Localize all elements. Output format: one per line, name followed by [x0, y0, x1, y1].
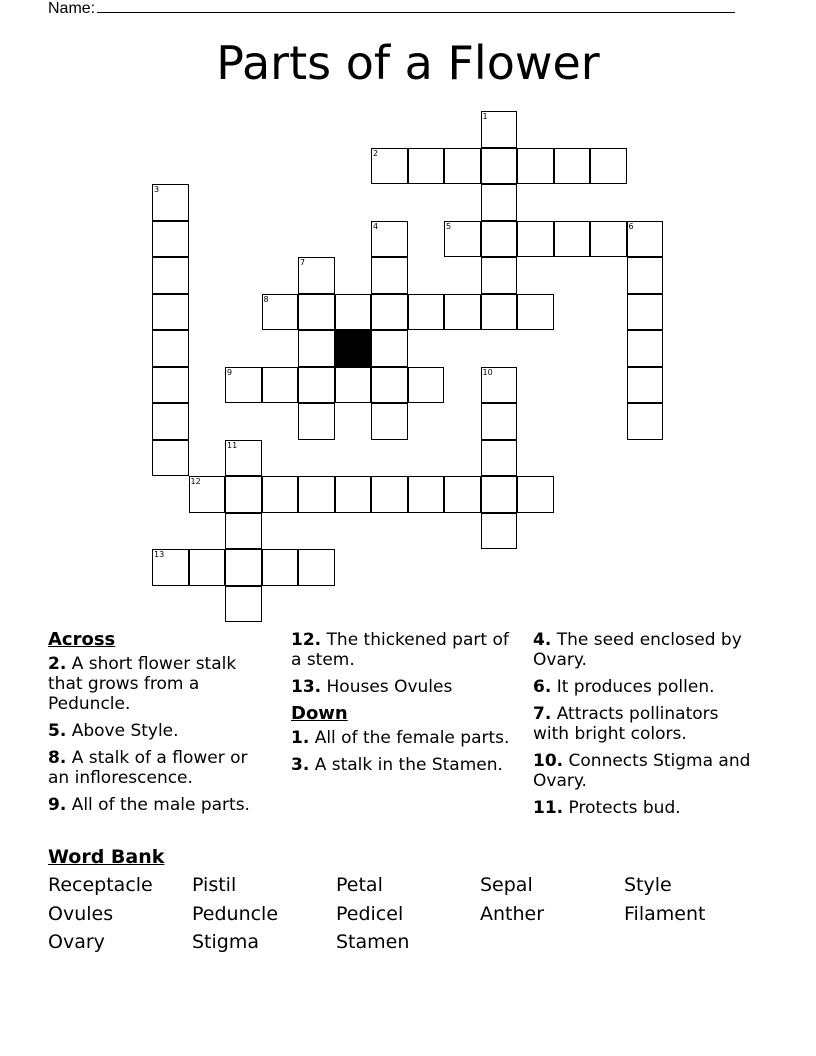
clue-number: 1	[482, 112, 488, 121]
crossword-cell[interactable]	[152, 440, 189, 477]
crossword-cell[interactable]	[225, 549, 262, 586]
crossword-cell[interactable]	[225, 586, 262, 623]
clue-number: 6	[628, 221, 634, 231]
clue-item	[533, 798, 758, 818]
crossword-cell[interactable]	[152, 221, 189, 258]
word-bank-item: Peduncle	[192, 902, 279, 925]
crossword-cell[interactable]	[627, 403, 664, 440]
clue-number: 9.	[48, 795, 67, 815]
word-bank-item: Pistil	[192, 874, 237, 896]
crossword-cell[interactable]	[481, 513, 518, 550]
crossword-cell[interactable]	[371, 257, 408, 294]
crossword-cell[interactable]	[444, 294, 481, 331]
crossword-cell[interactable]	[517, 476, 554, 513]
clue-number: 4.	[533, 630, 552, 650]
crossword-cell[interactable]	[481, 440, 518, 477]
clue-text: Connects Stigma and Ovary.	[533, 751, 751, 791]
crossword-cell[interactable]	[152, 294, 189, 331]
clue-number: 1.	[291, 728, 310, 748]
crossword-cell[interactable]	[152, 257, 189, 294]
crossword-cell[interactable]	[371, 330, 408, 367]
crossword-cell[interactable]	[627, 294, 664, 331]
clue-text: The thickened part of a stem.	[291, 630, 509, 670]
clue-number: 10.	[533, 751, 564, 771]
crossword-cell[interactable]	[627, 367, 664, 404]
crossword-cell[interactable]	[481, 294, 518, 331]
crossword-cell[interactable]	[371, 403, 408, 440]
word-bank-item: Receptacle	[48, 874, 153, 896]
crossword-cell[interactable]	[225, 476, 262, 513]
word-bank-item: Sepal	[480, 874, 533, 896]
crossword-cell[interactable]	[554, 148, 591, 185]
crossword-cell[interactable]	[371, 367, 408, 404]
crossword-cell[interactable]	[371, 294, 408, 331]
clue-text: A stalk in the Stamen.	[309, 755, 503, 775]
crossword-cell[interactable]	[408, 294, 445, 331]
name-label: Name:	[48, 0, 96, 17]
clue-number: 8.	[48, 748, 67, 768]
clue-text: Attracts pollinators with bright colors.	[533, 704, 719, 744]
crossword-cell[interactable]	[371, 476, 408, 513]
clue-number: 10	[482, 367, 493, 377]
crossword-cell[interactable]	[481, 403, 518, 440]
down-heading: Down	[291, 703, 348, 724]
clue-number: 5	[446, 221, 452, 231]
clue-item	[533, 630, 758, 670]
crossword-cell[interactable]	[225, 367, 262, 404]
crossword-cell[interactable]	[262, 476, 299, 513]
clue-number: 3.	[291, 755, 310, 775]
clue-item	[48, 721, 273, 741]
clue-number: 8	[263, 294, 269, 304]
clue-number: 7	[300, 258, 306, 267]
word-bank-item: Petal	[336, 874, 383, 896]
crossword-cell[interactable]	[627, 330, 664, 367]
crossword-cell[interactable]	[298, 367, 335, 404]
crossword-cell[interactable]	[481, 476, 518, 513]
word-bank-item: Stigma	[192, 931, 260, 953]
crossword-cell[interactable]	[298, 257, 335, 294]
word-bank-item: Style	[624, 874, 672, 896]
crossword-cell[interactable]	[481, 367, 518, 404]
crossword-cell[interactable]	[225, 513, 262, 550]
clue-text: Protects bud.	[563, 798, 681, 818]
crossword-cell[interactable]	[262, 294, 299, 331]
clue-text: All of the female parts.	[309, 728, 510, 748]
crossword-cell[interactable]	[408, 148, 445, 185]
clues-column-2	[291, 630, 516, 782]
crossword-cell[interactable]	[298, 403, 335, 440]
crossword-cell[interactable]	[481, 148, 518, 185]
crossword-cell[interactable]	[481, 257, 518, 294]
crossword-cell[interactable]	[444, 148, 481, 185]
crossword-cell[interactable]	[298, 476, 335, 513]
clue-number: 13.	[291, 677, 322, 697]
clue-number: 2	[373, 148, 379, 158]
clue-number: 3	[154, 185, 160, 194]
clue-number: 12	[190, 477, 201, 486]
crossword-cell[interactable]	[298, 330, 335, 367]
word-bank-item: Filament	[624, 902, 706, 925]
word-bank-item: Stamen	[336, 931, 410, 953]
clue-text: It produces pollen.	[551, 677, 715, 697]
clue-number: 11.	[533, 798, 564, 818]
clue-item	[48, 748, 273, 788]
clue-number: 6.	[533, 677, 552, 697]
crossword-cell[interactable]	[481, 111, 518, 148]
word-bank-item: Pedicel	[336, 902, 404, 925]
clue-item	[291, 677, 516, 697]
crossword-cell[interactable]	[152, 330, 189, 367]
crossword-cell[interactable]	[517, 294, 554, 331]
crossword-cell[interactable]	[590, 148, 627, 185]
crossword-cell[interactable]	[225, 440, 262, 477]
page-title: Parts of a Flower	[216, 36, 600, 90]
crossword-cell[interactable]	[298, 294, 335, 331]
crossword-cell[interactable]	[444, 476, 481, 513]
crossword-cell[interactable]	[371, 148, 408, 185]
crossword-cell[interactable]	[517, 148, 554, 185]
crossword-cell[interactable]	[627, 257, 664, 294]
across-heading: Across	[48, 629, 116, 650]
word-bank-title: Word Bank	[48, 846, 165, 868]
clue-item	[533, 677, 758, 697]
crossword-cell[interactable]	[408, 476, 445, 513]
crossword-cell[interactable]	[189, 476, 226, 513]
crossword-cell[interactable]	[408, 367, 445, 404]
word-bank-item: Ovules	[48, 902, 114, 925]
crossword-cell[interactable]	[481, 221, 518, 258]
crossword-cell[interactable]	[335, 294, 372, 331]
clue-number: 2.	[48, 654, 67, 674]
clue-item	[533, 751, 758, 791]
crossword-cell[interactable]	[262, 549, 299, 586]
clue-text: A short flower stalk that grows from a Peduncle.	[48, 654, 237, 714]
crossword-cell[interactable]	[189, 549, 226, 586]
crossword-cell[interactable]	[335, 476, 372, 513]
crossword-cell[interactable]	[590, 221, 627, 258]
clue-item	[533, 704, 758, 744]
clue-number: 12.	[291, 630, 322, 650]
clue-item	[291, 630, 516, 670]
crossword-cell[interactable]	[152, 367, 189, 404]
crossword-cell[interactable]	[627, 221, 664, 258]
clue-item	[291, 755, 516, 775]
crossword-cell[interactable]	[481, 184, 518, 221]
clue-number: 9	[227, 367, 233, 377]
word-bank-item: Ovary	[48, 931, 105, 953]
word-bank-item: Anther	[480, 902, 545, 925]
clues-column-3	[533, 630, 758, 825]
clue-number: 4	[373, 221, 379, 231]
black-square	[335, 330, 372, 367]
crossword-cell[interactable]	[152, 549, 189, 586]
clue-item	[48, 654, 273, 714]
clue-number: 5.	[48, 721, 67, 741]
clue-text: Above Style.	[66, 721, 179, 741]
crossword-cell[interactable]	[371, 221, 408, 258]
clue-item	[291, 728, 516, 748]
clue-number: 11	[227, 440, 238, 450]
crossword-cell[interactable]	[554, 221, 591, 258]
clue-text: Houses Ovules	[321, 677, 453, 697]
clues-column-1	[48, 630, 273, 822]
clue-text: The seed enclosed by Ovary.	[533, 630, 742, 670]
clue-number: 13	[154, 550, 165, 559]
clue-item	[48, 795, 273, 815]
clue-text: A stalk of a flower or an inflorescence.	[48, 748, 248, 788]
crossword-cell[interactable]	[152, 184, 189, 221]
clue-text: All of the male parts.	[66, 795, 250, 815]
clue-number: 7.	[533, 704, 552, 724]
crossword-cell[interactable]	[444, 221, 481, 258]
crossword-cell[interactable]	[335, 367, 372, 404]
crossword-cell[interactable]	[298, 549, 335, 586]
crossword-cell[interactable]	[152, 403, 189, 440]
crossword-cell[interactable]	[262, 367, 299, 404]
crossword-cell[interactable]	[517, 221, 554, 258]
